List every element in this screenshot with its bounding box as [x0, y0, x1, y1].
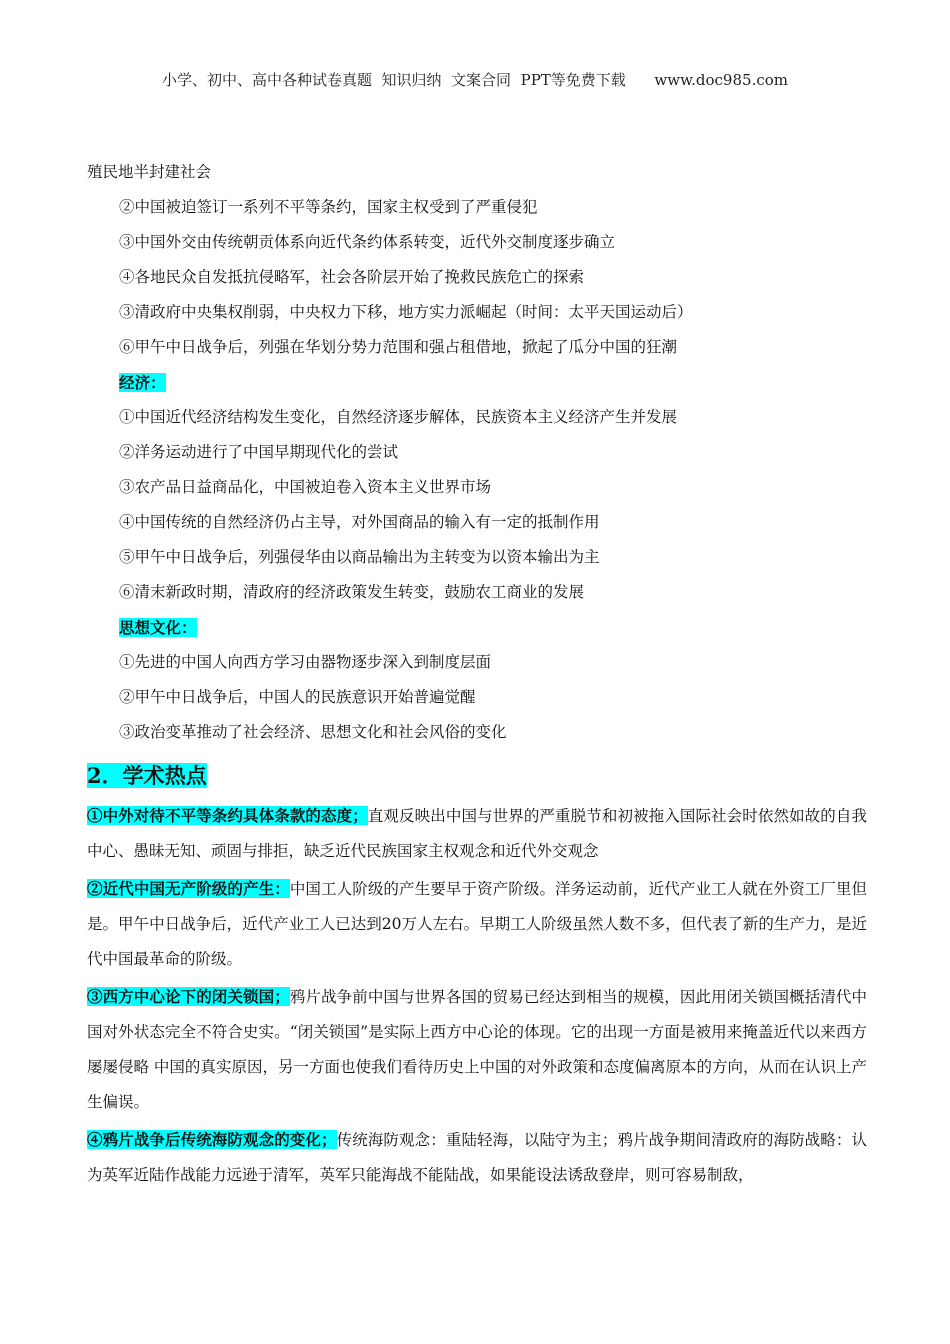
- paragraph-text: 直观反映出中国与世界的严重脱节和初被拖入国际社会时依然如故的自我中心、愚昧无知、顽固与排拒，缺乏近代民族国家主权观念和近代外交观念: [87, 807, 867, 860]
- text-line: ②中国被迫签订一系列不平等条约，国家主权受到了严重侵犯: [119, 198, 538, 216]
- text-line: ③清政府中央集权削弱，中央权力下移，地方实力派崛起（时间：太平天国运动后）: [119, 303, 693, 321]
- list-item: ②甲午中日战争后，中国人的民族意识开始普遍觉醒: [119, 688, 476, 706]
- text-line: ③中国外交由传统朝贡体系向近代条约体系转变，近代外交制度逐步确立: [119, 233, 616, 251]
- paragraph-label: ①中外对待不平等条约具体条款的态度；: [87, 806, 368, 825]
- list-item: ③农产品日益商品化，中国被迫卷入资本主义世界市场: [119, 478, 492, 496]
- paragraph: [87, 871, 867, 977]
- list-item: ④中国传统的自然经济仍占主导，对外国商品的输入有一定的抵制作用: [119, 513, 600, 531]
- economy-heading: 经济：: [119, 373, 166, 392]
- list-item: ⑥清末新政时期，清政府的经济政策发生转变，鼓励农工商业的发展: [119, 583, 585, 601]
- page-header: 小学、初中、高中各种试卷真题 知识归纳 文案合同 PPT等免费下载 www.doc985.com: [161, 71, 788, 89]
- culture-heading: 思想文化：: [119, 618, 197, 637]
- section-title: [87, 756, 867, 796]
- paragraph: [87, 798, 867, 869]
- text-line: 殖民地半封建社会: [87, 163, 212, 181]
- paragraph-text: 中国工人阶级的产生要早于资产阶级。洋务运动前，近代产业工人就在外资工厂里但是。甲午中日战争后，近代产业工人已达到20万人左右。早期工人阶级虽然人数不多，但代表了新的生产力，是近代中国最革命的阶级。: [87, 880, 867, 968]
- culture-heading-line: [87, 610, 867, 645]
- paragraph: [87, 979, 867, 1120]
- paragraph-text: 传统海防观念：重陆轻海，以陆守为主；鸦片战争期间清政府的海防战略：认为英军近陆作战能力远逊于清军，英军只能海战不能陆战，如果能设法诱敌登岸，则可容易制敌，: [87, 1131, 867, 1184]
- list-item: ③政治变革推动了社会经济、思想文化和社会风俗的变化: [119, 723, 507, 741]
- list-item: ①中国近代经济结构发生变化，自然经济逐步解体，民族资本主义经济产生并发展: [119, 408, 678, 426]
- paragraph-label: ③西方中心论下的闭关锁国；: [87, 987, 290, 1006]
- paragraph-label: ②近代中国无产阶级的产生：: [87, 879, 290, 898]
- paragraph: [87, 1122, 867, 1193]
- text-line: ⑥甲午中日战争后，列强在华划分势力范围和强占租借地，掀起了瓜分中国的狂潮: [119, 338, 678, 356]
- document-body: [87, 155, 867, 1193]
- list-item: ①先进的中国人向西方学习由器物逐步深入到制度层面: [119, 653, 492, 671]
- paragraph-label: ④鸦片战争后传统海防观念的变化；: [87, 1130, 337, 1149]
- list-item: ⑤甲午中日战争后，列强侵华由以商品输出为主转变为以资本输出为主: [119, 548, 600, 566]
- section-title-text: 2．学术热点: [87, 763, 207, 788]
- text-line: ④各地民众自发抵抗侵略军，社会各阶层开始了挽救民族危亡的探索: [119, 268, 585, 286]
- paragraph-text: 鸦片战争前中国与世界各国的贸易已经达到相当的规模，因此用闭关锁国概括清代中国对外状态完全不符合史实。“闭关锁国”是实际上西方中心论的体现。它的出现一方面是被用来掩盖近代以来西方屡屡侵略 中国的真实原因，另一方面也使我们看待历史上中国的对外政策和态度偏离原本的方向，从而在认识上产生偏误。: [87, 988, 867, 1111]
- list-item: ②洋务运动进行了中国早期现代化的尝试: [119, 443, 399, 461]
- economy-heading-line: [87, 365, 867, 400]
